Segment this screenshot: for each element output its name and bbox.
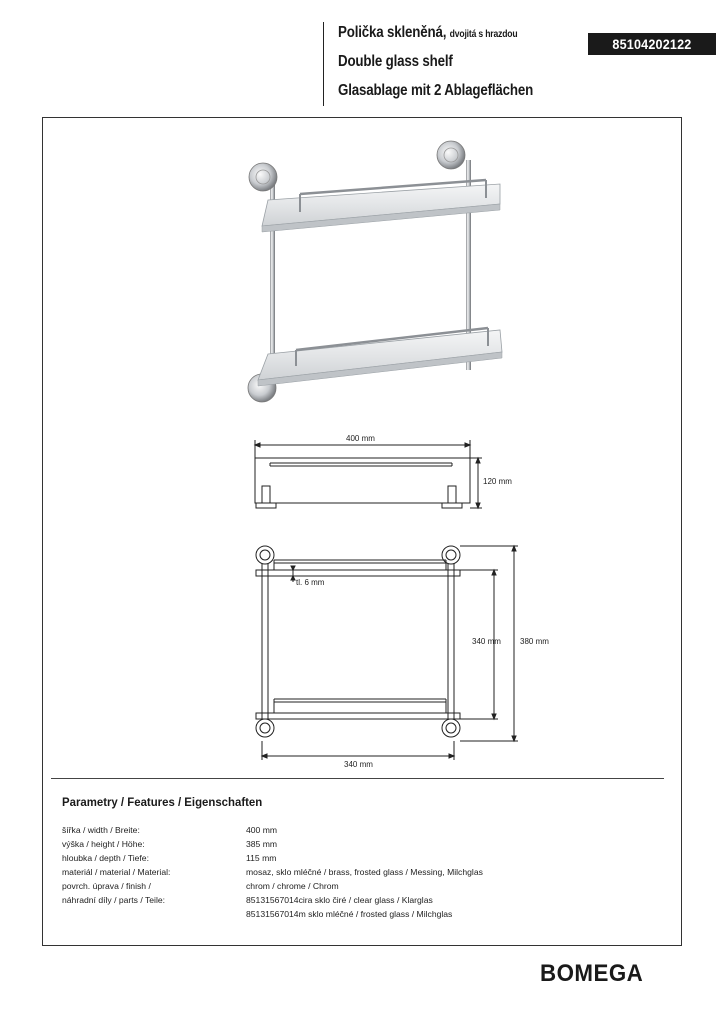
- spec-label: náhradní díly / parts / Teile:: [62, 895, 166, 905]
- spec-label: povrch. úprava / finish /: [62, 881, 151, 891]
- spec-label: hloubka / depth / Tiefe:: [62, 853, 149, 863]
- bottom-glass-shelf: [258, 330, 502, 380]
- title-german: Glasablage mit 2 Ablageflächen: [338, 82, 534, 99]
- spec-value: 85131567014cira sklo čiré / clear glass / Klarglas: [246, 895, 433, 905]
- section-divider: [51, 778, 664, 779]
- spec-value: chrom / chrome / Chrom: [246, 881, 339, 891]
- inner-height-label: 340 mm: [472, 637, 501, 646]
- title-czech-sub: dvojitá s hrazdou: [449, 29, 518, 40]
- brand-logo: BOMEGA: [540, 960, 644, 987]
- front-mount-top-right: [442, 546, 460, 564]
- bottom-width-label: 340 mm: [344, 760, 373, 769]
- front-mount-top-left: [256, 546, 274, 564]
- spec-label: výška / height / Höhe:: [62, 839, 145, 849]
- front-bottom-shelf: [256, 713, 460, 719]
- top-view-drawing: [255, 440, 482, 508]
- top-view-shelf: [255, 458, 470, 503]
- front-mount-bottom-left: [256, 719, 274, 737]
- total-height-label: 380 mm: [520, 637, 549, 646]
- spec-value: mosaz, sklo mléčné / brass, frosted glass / Messing, Milchglas: [246, 867, 483, 877]
- front-mount-bottom-right: [442, 719, 460, 737]
- product-code: 85104202122: [612, 36, 692, 52]
- features-title: Parametry / Features / Eigenschaften: [62, 795, 263, 809]
- wall-mount-top-right: [437, 141, 465, 169]
- depth-label: 120 mm: [483, 477, 512, 486]
- front-top-shelf: [256, 570, 460, 576]
- spec-value: 400 mm: [246, 825, 278, 835]
- spec-value: 385 mm: [246, 839, 278, 849]
- thickness-label: tl. 6 mm: [296, 578, 325, 587]
- spec-value: 115 mm: [246, 853, 277, 863]
- spec-label: šířka / width / Breite:: [62, 825, 140, 835]
- spec-label: materiál / material / Material:: [62, 867, 171, 877]
- title-czech-main: Polička skleněná,: [338, 24, 447, 41]
- wall-mount-top-left: [249, 163, 277, 191]
- spec-value: 85131567014m sklo mléčné / frosted glass / Milchglas: [246, 909, 453, 919]
- title-english: Double glass shelf: [338, 53, 453, 70]
- product-illustration: [248, 141, 502, 402]
- width-label: 400 mm: [346, 434, 375, 443]
